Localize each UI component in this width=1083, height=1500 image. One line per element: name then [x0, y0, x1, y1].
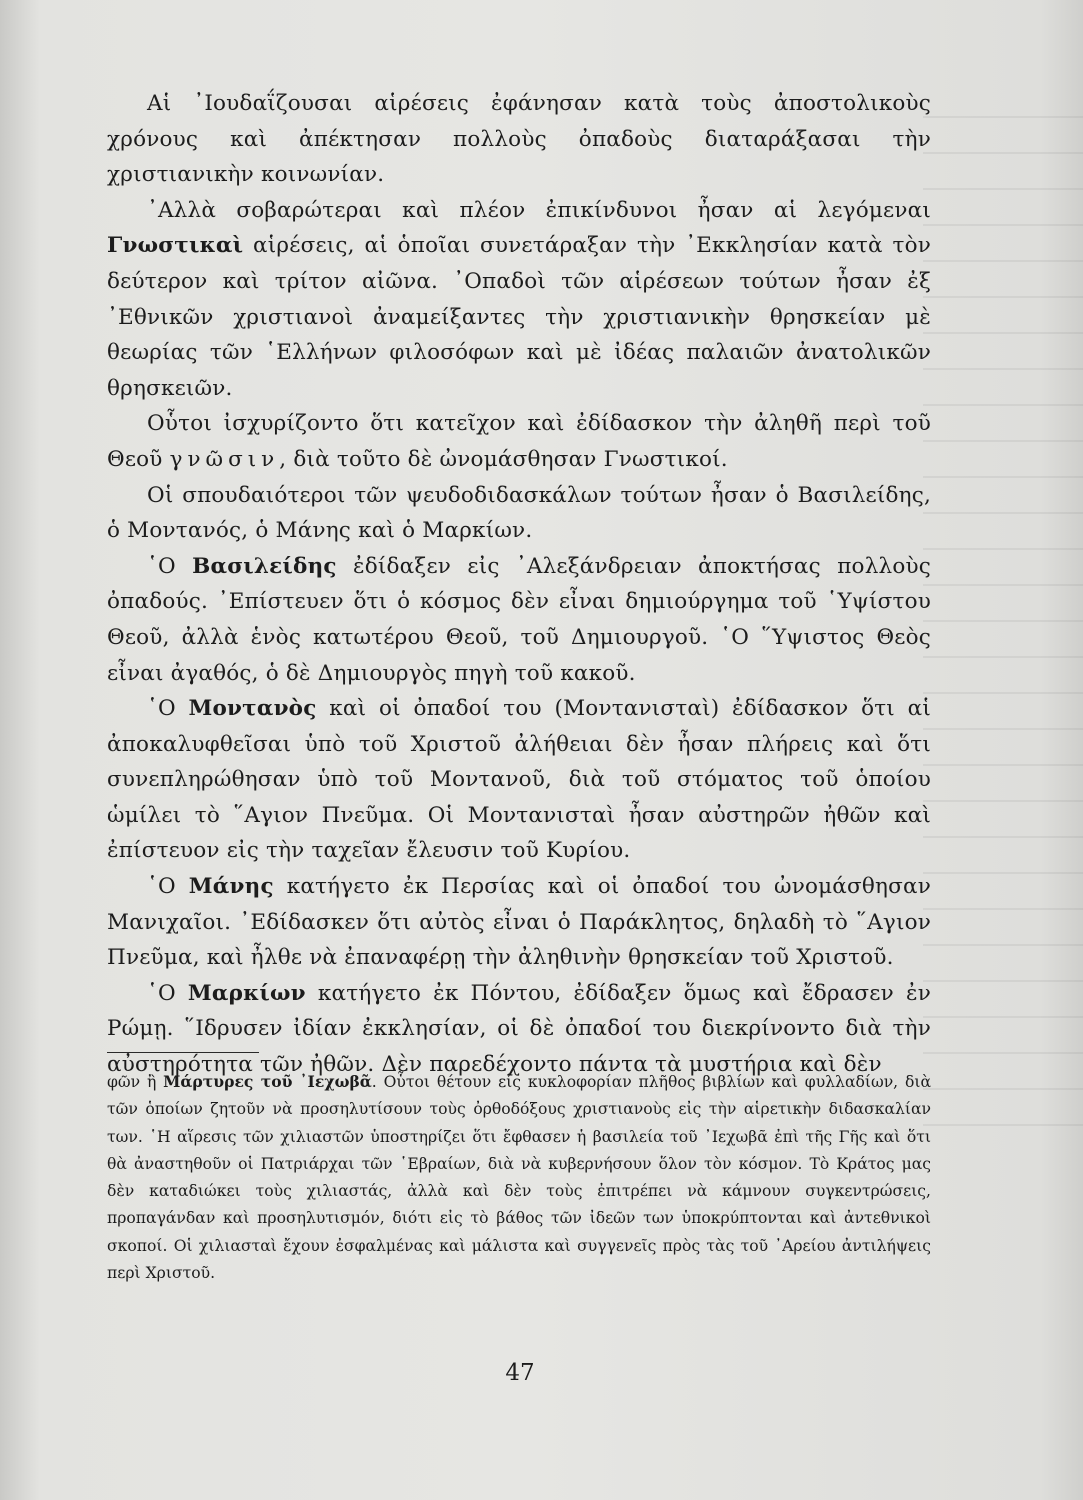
- paragraph-judaizing-heresies: Αἱ ᾿Ιουδαΐζουσαι αἱρέσεις ἐφάνησαν κατὰ τοὺς ἀποστολικοὺς χρόνους καὶ ἀπέκτησαν πολλοὺς ὀπαδοὺς διαταράξασαι τὴν χριστιανικὴν κοινωνίαν.: [107, 91, 931, 188]
- paragraph-marcion: ῾Ο Μαρκίων κατήγετο ἐκ Πόντου, ἐδίδαξεν ὅμως καὶ ἔδρασεν ἐν Ρώμῃ. ῞Ιδρυσεν ἰδίαν ἐκκλησίαν, οἱ δὲ ὀπαδοί του διεκρίνοντο διὰ τὴν αὐστηρότητα τῶν ἠθῶν. Δὲν παρεδέχοντο πάντα τὰ μυστήρια καὶ δὲν: [107, 980, 931, 1078]
- main-text: [107, 86, 931, 1083]
- footnote-text: φῶν ἢ Μάρτυρες τοῦ ᾿Ιεχωβᾶ. Οὗτοι θέτουν εἰς κυκλοφορίαν πλῆθος βιβλίων καὶ φυλλαδίων, διὰ τῶν ὁποίων ζητοῦν νὰ προσηλυτίσουν τοὺς ὀρθοδόξους χριστιανοὺς εἰς τὴν αἱρετικὴν διδασκαλίαν των. ῾Η αἵρεσις τῶν χιλιαστῶν ὑποστηρίζει ὅτι ἔφθασεν ἡ βασιλεία τοῦ ᾿Ιεχωβᾶ ἐπὶ τῆς Γῆς καὶ ὅτι θὰ ἀναστηθοῦν οἱ Πατριάρχαι τῶν ῾Εβραίων, διὰ νὰ κυβερνήσουν ὅλον τὸν κόσμον. Τὸ Κράτος μας δὲν καταδιώκει τοὺς χιλιαστάς, ἀλλὰ καὶ δὲν τοὺς ἐπιτρέπει νὰ κάμνουν συγκεντρώσεις, προπαγάνδαν καὶ προσηλυτισμόν, διότι εἰς τὸ βάθος τῶν ἰδεῶν των ὑποκρύπτονται καὶ ἀντεθνικοὶ σκοποί. Οἱ χιλιασταὶ ἔχουν ἐσφαλμένας καὶ μάλιστα καὶ συγγενεῖς πρὸς τὰς τοῦ ᾿Αρείου ἀντιλήψεις περὶ Χριστοῦ.: [107, 1072, 932, 1283]
- paragraph-mani: ῾Ο Μάνης κατήγετο ἐκ Περσίας καὶ οἱ ὀπαδοί του ὠνομάσθησαν Μανιχαῖοι. ᾿Εδίδασκεν ὅτι αὐτὸς εἶναι ὁ Παράκλητος, δηλαδὴ τὸ ῞Αγιον Πνεῦμα, καὶ ἦλθε νὰ ἐπαναφέρῃ τὴν ἀληθινὴν θρησκείαν τοῦ Χριστοῦ.: [107, 874, 931, 971]
- term-gnostics: Γνωστικαὶ: [107, 233, 244, 259]
- term-jehovahs-witnesses: Μάρτυρες τοῦ ᾿Ιεχωβᾶ: [163, 1072, 372, 1091]
- footnote: [107, 1068, 931, 1287]
- paragraph-false-teachers: Οἱ σπουδαιότεροι τῶν ψευδοδιδασκάλων τούτων ἦσαν ὁ Βασιλείδης, ὁ Μοντανός, ὁ Μάνης καὶ ὁ Μαρκίων.: [107, 482, 931, 544]
- term-marcion: Μαρκίων: [187, 980, 306, 1006]
- term-gnosis: γνῶσιν: [169, 446, 280, 472]
- footnote-divider: [107, 1052, 259, 1053]
- page-number: 47: [505, 1360, 535, 1386]
- paragraph-gnosis: Οὗτοι ἰσχυρίζοντο ὅτι κατεῖχον καὶ ἐδίδασκον τὴν ἀληθῆ περὶ τοῦ Θεοῦ γνῶσιν, διὰ τοῦτο δὲ ὠνομάσθησαν Γνωστικοί.: [107, 411, 931, 472]
- paragraph-montanus: ῾Ο Μοντανὸς καὶ οἱ ὀπαδοί του (Μοντανισταὶ) ἐδίδασκον ὅτι αἱ ἀποκαλυφθεῖσαι ὑπὸ τοῦ Χριστοῦ ἀλήθειαι δὲν ἦσαν πλήρεις καὶ ὅτι συνεπληρώθησαν ὑπὸ τοῦ Μοντανοῦ, διὰ τοῦ στόματος τοῦ ὁποίου ὡμίλει τὸ ῞Αγιον Πνεῦμα. Οἱ Μοντανισταὶ ἦσαν αὐστηρῶν ἠθῶν καὶ ἐπίστευον εἰς τὴν ταχεῖαν ἔλευσιν τοῦ Κυρίου.: [107, 696, 931, 864]
- term-basilides: Βασιλείδης: [192, 553, 337, 579]
- term-mani: Μάνης: [188, 874, 274, 900]
- term-montanus: Μοντανὸς: [188, 696, 317, 722]
- paragraph-gnostic-heresies: ᾿Αλλὰ σοβαρώτεραι καὶ πλέον ἐπικίνδυνοι ἦσαν αἱ λεγόμεναι Γνωστικαὶ αἱρέσεις, αἱ ὁποῖαι συνετάραξαν τὴν ᾿Εκκλησίαν κατὰ τὸν δεύτερον καὶ τρίτον αἰῶνα. ᾿Οπαδοὶ τῶν αἱρέσεων τούτων ἦσαν ἐξ ᾿Εθνικῶν χριστιανοὶ ἀναμείξαντες τὴν χριστιανικὴν θρησκείαν μὲ θεωρίας τῶν ῾Ελλήνων φιλοσόφων καὶ μὲ ἰδέας παλαιῶν ἀνατολικῶν θρησκειῶν.: [107, 197, 931, 401]
- paragraph-basilides: ῾Ο Βασιλείδης ἐδίδαξεν εἰς ᾿Αλεξάνδρειαν ἀποκτήσας πολλοὺς ὀπαδούς. ᾿Επίστευεν ὅτι ὁ κόσμος δὲν εἶναι δημιούργημα τοῦ ῾Υψίστου Θεοῦ, ἀλλὰ ἑνὸς κατωτέρου Θεοῦ, τοῦ Δημιουργοῦ. ῾Ο ῞Υψιστος Θεὸς εἶναι ἀγαθός, ὁ δὲ Δημιουργὸς πηγὴ τοῦ κακοῦ.: [107, 553, 932, 686]
- show-through-text: [923, 90, 1083, 1140]
